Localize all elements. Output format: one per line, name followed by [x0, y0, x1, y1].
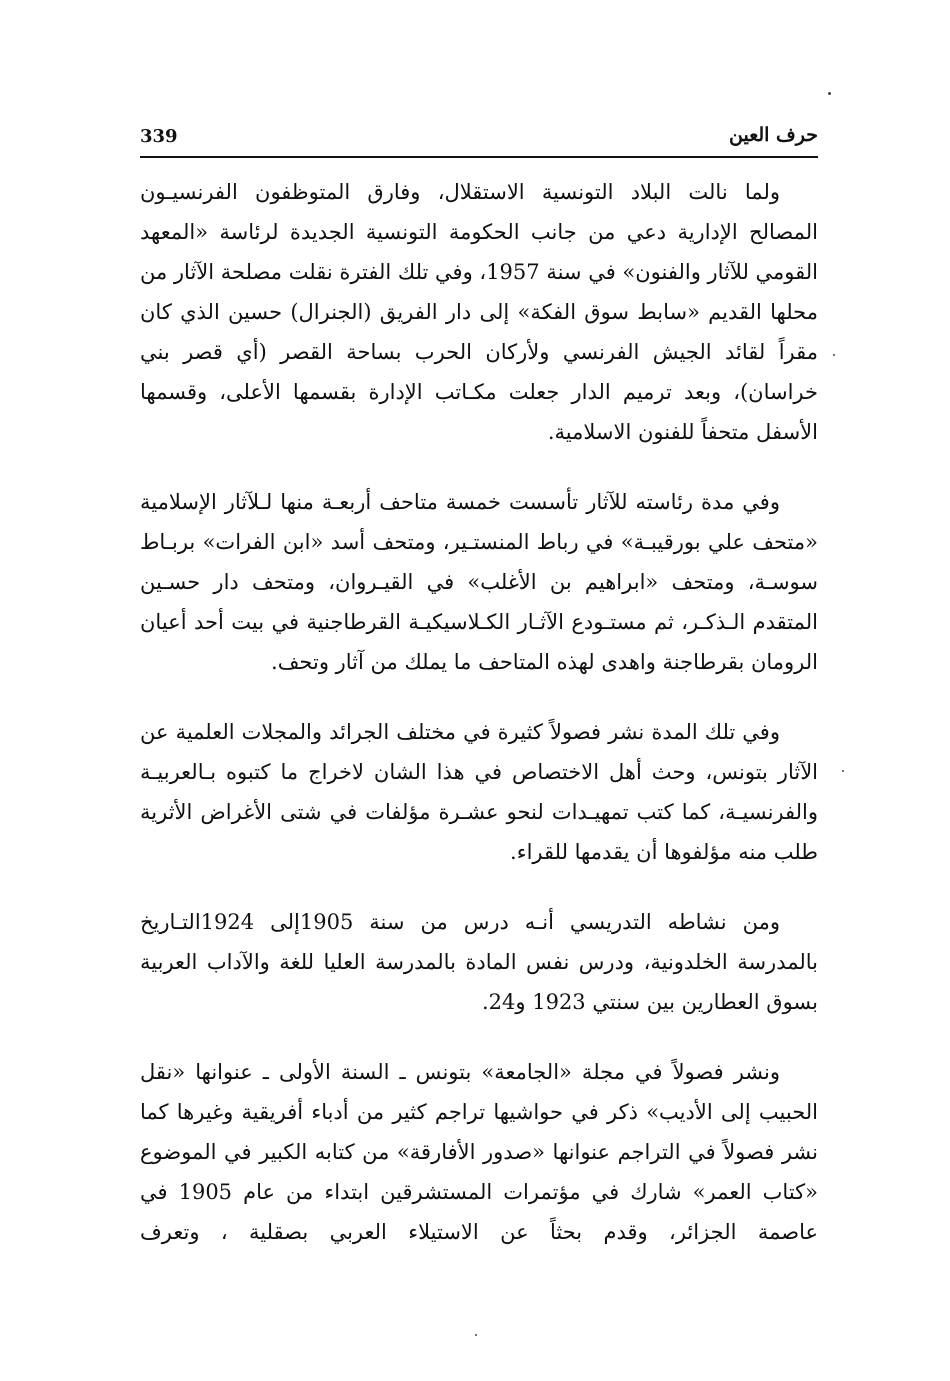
running-head: حرف العين — [729, 124, 818, 146]
page-number: 339 — [140, 126, 178, 147]
scan-speck — [833, 354, 835, 356]
scan-speck — [842, 770, 844, 772]
paragraph-4: ومن نشاطه التدريسي أنـه درس من سنة 1905إلى 1924التـاريخ بالمدرسة الخلدونية، ودرس نفس المادة بالمدرسة العليا للغة والآداب العربية بسوق العطارين بين سنتي 1923 و24. — [140, 910, 818, 1014]
scan-speck — [475, 1334, 477, 1336]
paragraph-5: ونشر فصولاً في مجلة «الجامعة» بتونس ـ السنة الأولى ـ عنوانها «نقل الحبيب إلى الأديب» ذكر في حواشيها تراجم كثير من أدباء أفريقية وغيرها كما نشر فصولاً في التراجم عنوانها «صدور الأفارقة» من كتابه الكبير في الموضوع «كتاب العمر» شارك في مؤتمرات المستشرقين ابتداء من عام 1905 في عاصمة الجزائر، وقدم بحثاً عن الاستيلاء العربي بصقلية ، وتعرف — [140, 1060, 819, 1244]
scan-speck — [828, 92, 831, 95]
page-header — [140, 122, 818, 158]
body-text — [140, 172, 818, 1252]
paragraph-2: وفي مدة رئاسته للآثار تأسست خمسة متاحف أربعـة منها لـلآثار الإسلامية «متحف علي بورقيبـة» في رباط المنستـير، ومتحف أسد «ابن الفرات» بربـاط سوسـة، ومتحف «ابراهيم بن الأغلب» في القيـروان، ومتحف دار حسـين المتقدم الـذكـر، ثم مستـودع الآثـار الكـلاسيكيـة القرطاجنية في بيت أحد أعيان الرومان بقرطاجنة واهدى لهذه المتاحف ما يملك من آثار وتحف. — [140, 490, 818, 674]
paragraph-1: ولما نالت البلاد التونسية الاستقلال، وفارق المتوظفون الفرنسيـون المصالح الإدارية دعي من جانب الحكومة التونسية الجديدة لرئاسة «المعهد القومي للآثار والفنون» في سنة 1957، وفي تلك الفترة نقلت مصلحة الآثار من محلها القديم «سابط سوق الفكة» إلى دار الفريق (الجنرال) حسين الذي كان مقراً لقائد الجيش الفرنسي ولأركان الحرب بساحة القصر (أي قصر بني خراسان)، وبعد ترميم الدار جعلت مكـاتب الإدارة بقسمها الأعلى، وقسمها الأسفل متحفاً للفنون الاسلامية. — [140, 180, 818, 444]
paragraph-3: وفي تلك المدة نشر فصولاً كثيرة في مختلف الجرائد والمجلات العلمية عن الآثار بتونس، وحث أهل الاختصاص في هذا الشان لاخراج ما كتبوه بـالعربيـة والفرنسيـة، كما كتب تمهيـدات لنحو عشـرة مؤلفات في شتى الأغراض الأثرية طلب منه مؤلفوها أن يقدمها للقراء. — [140, 720, 818, 864]
